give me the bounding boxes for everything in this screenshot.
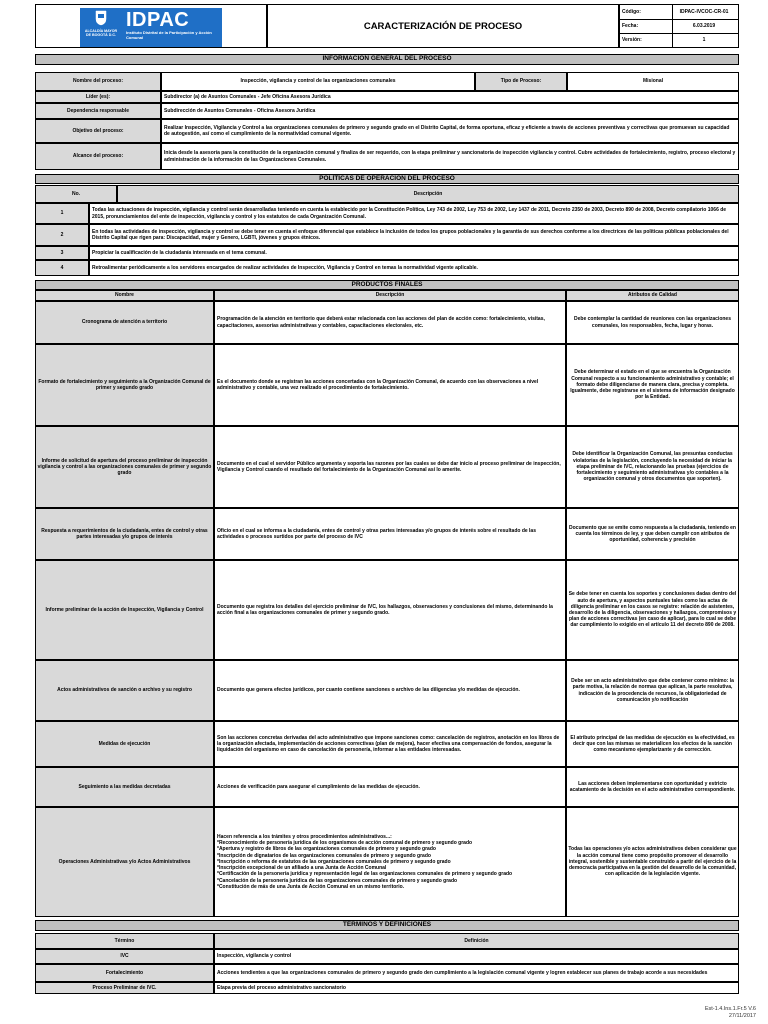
nombre-value: Inspección, vigilancia y control de las organizaciones comunales [161,72,475,91]
objetivo-label: Objetivo del proceso: [35,119,161,143]
politicas-col-desc: Descripción [117,185,739,203]
dependencia-value: Subdirección de Asuntos Comunales - Oficina Asesora Jurídica [161,103,739,119]
producto-row [35,560,739,660]
producto-descripcion: Documento que genera efectos jurídicos, por cuanto contiene sanciones o archivo de las diligencias y/o medidas de ejecución. [214,660,566,721]
producto-atributos: Todas las operaciones y/o actos administrativos deben considerar que la acción comunal tiene como propósito promover el desarrollo integral, sostenible y sustentable construido a partir del ejercicio de la democracia participativa en la gestión del desarrollo de la comunidad, con aplicación de la legislación vigente. [566,807,739,917]
nombre-label: Nombre del proceso: [35,72,161,91]
politica-number: 3 [35,246,89,260]
meta-version-label: Versión: [620,33,673,47]
alcance-label: Alcance del proceso: [35,143,161,170]
meta-code-label: Código: [620,5,673,19]
producto-nombre: Informe preliminar de la acción de Inspección, Vigilancia y Control [35,560,214,660]
lider-value: Subdirector (a) de Asuntos Comunales - Jefe Oficina Asesora Jurídica [161,91,739,103]
termino-row [35,949,739,964]
producto-descripcion: Hacen referencia a los trámites y otros procedimientos administrativos...: *Reconocimiento de personería jurídica de los organismos de acción comunal de primero y segundo grado *Apertura y registro de libros de las organizaciones comunales de primero y segundo grado *Inscripción de dignatarios de las organizaciones comunales de primero y segundo grado *Inscripción o reforma de estatutos de las organizaciones comunales de primero y segundo grado *Inscripción excepcional de un afiliado a una Junta de Acción Comunal *Certificación de la personería jurídica y representación legal de las organizaciones comunales de primero y segundo grado *Cancelación de la personería jurídica de las organizaciones comunales de primero y segundo grado *Constitución de más de una Junta de Acción Comunal en un mismo territorio. [214,807,566,917]
logo-title: IDPAC [126,9,190,31]
general-row-dependencia [35,103,739,119]
producto-atributos: Se debe tener en cuenta los soportes y conclusiones dadas dentro del auto de apertura, y aspectos puntuales tales como las actas de diligencia preliminar en los casos se registre: relación de asistentes, desarrollo de la diligencia, observaciones y hallazgos, compromisos y plan de acciones correctivas (en caso de aplicar), para lo cual se debe dar cumplimiento lo exigido en el artículo 11 del decreto 890 de 2008. [566,560,739,660]
producto-nombre: Respuesta a requerimientos de la ciudadanía, entes de control y otras partes interesadas y/o grupos de interés [35,508,214,560]
meta-code-row [620,5,739,20]
politica-row [35,224,739,246]
terminos-col-definicion: Definición [214,933,739,949]
dependencia-label: Dependencia responsable [35,103,161,119]
termino-name: Fortalecimiento [35,964,214,982]
producto-atributos: Debe identificar la Organización Comunal, las presuntas conductas violatorias de la legislación, concluyendo la necesidad de iniciar la etapa preliminar de IVC, relacionando las pruebas (ejercicios de fortalecimiento y seguimiento administrativas y/o contables a la organización comunal y otros documentos que soporten). [566,426,739,508]
producto-descripcion: Programación de la atención en territorio que deberá estar relacionada con las acciones del plan de acción como: fortalecimiento, visitas, capacitaciones, asesorías administrativas y contables, capacitaciones electorales, etc. [214,301,566,344]
producto-nombre: Medidas de ejecución [35,721,214,767]
general-row-objetivo [35,119,739,143]
meta-date-row [620,19,739,34]
productos-section-title: PRODUCTOS FINALES [35,280,739,290]
lider-label: Líder (es): [35,91,161,103]
producto-atributos: Documento que se emite como respuesta a la ciudadanía, teniendo en cuenta los términos de ley, y que deben cumplir con atributos de oportunidad, coherencia y precisión [566,508,739,560]
meta-code-value: IDPAC-IVCOC-CR-01 [679,8,729,15]
producto-descripcion: Es el documento donde se registran las acciones concertadas con la Organización Comunal, de acuerdo con las observaciones a nivel administrativo y contable, una vez realizado el procedimiento de fortalecimiento. [214,344,566,426]
producto-descripcion: Son las acciones concretas derivadas del acto administrativo que impone sanciones como: cancelación de registros, anotación en los libros de la organización afectada, implementación de acciones correctivas (plan de mejora), hacer efectiva una compensación de fondos, asegurar la liquidación del organismo en caso de cancelación de personería, informar a las entidades interesadas. [214,721,566,767]
productos-col-attr: Atributos de Calidad [566,290,739,301]
producto-row [35,721,739,767]
producto-atributos: Las acciones deben implementarse con oportunidad y estricto acatamiento de la decisión en el acto administrativo correspondiente. [566,767,739,807]
producto-atributos: Debe ser un acto administrativo que debe contener como mínimo: la parte motiva, la relación de normas que aplican, la parte resolutiva, indicación de la procedencia de recursos, la obligatoriedad de comunicación y/o notificación [566,660,739,721]
document-header [35,4,739,48]
idpac-logo [80,8,222,47]
producto-nombre: Informe de solicitud de apertura del proceso preliminar de inspección vigilancia y control a las organizaciones comunales de primer y segundo grado [35,426,214,508]
meta-version-value: 1 [702,36,706,43]
productos-col-nombre: Nombre [35,290,214,301]
document-meta [619,4,739,48]
general-row-nombre [35,72,739,91]
shield-icon [95,10,107,26]
termino-definition: Inspección, vigilancia y control [214,949,739,964]
termino-row [35,964,739,982]
producto-atributos: El atributo principal de las medidas de ejecución es la efectividad, es decir que con las mismas se materialicen los efectos de la sanción como mecanismo ejemplarizante y de corrección. [566,721,739,767]
producto-descripcion: Documento en el cual el servidor Público argumenta y soporta las razones por las cuales se debe dar inicio al proceso preliminar de inspección, Vigilancia y Control cuando el resultado del fortalecimiento de la Organización Comunal así lo amerite. [214,426,566,508]
general-row-alcance [35,143,739,170]
producto-row [35,508,739,560]
alcance-value: Inicia desde la asesoría para la constitución de la organización comunal y finaliza de ser requerido, con la etapa preliminar y sancionatoria de inspección vigilancia y control. Cubre actividades de fortalecimiento, registro, proceso electoral y administración de la información de las Organizaciones Comunales. [161,143,739,170]
politica-description: Todas las actuaciones de inspección, vigilancia y control serán desarrolladas teniendo en cuenta la establecido por la Constitución Política, Ley 743 de 2002, Ley 753 de 2002, Ley 1437 de 2011, Decreto 2350 de 2003, Decreto 890 de 2008, Decreto compilatorio 1066 de 2015, pronunciamientos del ente de inspección, vigilancia y control y los estatutos de cada Organización Comunal. [89,203,739,224]
objetivo-value: Realizar Inspección, Vigilancia y Control a las organizaciones comunales de primero y segundo grado en el Distrito Capital, de forma oportuna, eficaz y eficiente a través de acciones preventivas y correctivas que promuevan su capacidad de autogestión, así como el cumplimiento de la normatividad comunal vigente. [161,119,739,143]
general-row-lider [35,91,739,103]
document-footer [705,1006,756,1019]
producto-row [35,807,739,917]
terminos-col-header [35,933,739,949]
terminos-section-title: TÉRMINOS Y DEFINICIONES [35,920,739,931]
producto-nombre: Actos administrativos de sanción o archivo y su registro [35,660,214,721]
general-section-title: INFORMACIÓN GENERAL DEL PROCESO [35,54,739,65]
producto-nombre: Cronograma de atención a territorio [35,301,214,344]
document-page [35,4,739,994]
producto-row [35,660,739,721]
producto-atributos: Debe determinar el estado en el que se encuentra la Organización Comunal respecto a su funcionamiento administrativo y contable; el formato debe diligenciarse de manera clara, precisa y completa. Igualmente, debe registrarse en el sistema de información designado por la Entidad. [566,344,739,426]
politica-number: 4 [35,260,89,276]
productos-section-header [35,280,739,290]
producto-row [35,301,739,344]
politica-number: 2 [35,224,89,246]
producto-row [35,426,739,508]
termino-definition: Acciones tendientes a que las organizaciones comunales de primero y segundo grado den cumplimiento a la legislación comunal vigente y logren establecer sus planes de trabajo acorde a sus necesidades [214,964,739,982]
tipo-label: Tipo de Proceso: [475,72,567,91]
terminos-section-header [35,920,739,931]
producto-descripcion: Oficio en el cual se informa a la ciudadanía, entes de control y otras partes interesadas y/o grupos de interés sobre el resultado de las actividades o procesos surtidos por parte del proceso de IVC [214,508,566,560]
logo-cell [35,4,267,48]
producto-row [35,767,739,807]
producto-nombre: Seguimiento a las medidas decretadas [35,767,214,807]
termino-definition: Etapa previa del proceso administrativo sancionatorio [214,982,739,994]
politica-description: En todas las actividades de inspección, vigilancia y control se debe tener en cuenta el enfoque diferencial que establece la inclusión de todos los grupos poblacionales y la garantía de sus derechos conforme a los directrices de las políticas públicas poblacionales del Distrito Capital que rigen para: Discapacidad, mujer y Genero, LGBTI, jóvenes y grupos étnicos. [89,224,739,246]
producto-nombre: Formato de fortalecimiento y seguimiento a la Organización Comunal de primer y segundo grado [35,344,214,426]
producto-nombre: Operaciones Administrativas y/o Actos Administrativos [35,807,214,917]
meta-version-row [620,33,739,47]
producto-atributos: Debe contemplar la cantidad de reuniones con las organizaciones comunales, los responsables, fecha, lugar y horas. [566,301,739,344]
page-title: CARACTERIZACIÓN DE PROCESO [267,4,619,48]
termino-row [35,982,739,994]
politica-number: 1 [35,203,89,224]
termino-name: Proceso Preliminar de IVC. [35,982,214,994]
terminos-col-termino: Término [35,933,214,949]
termino-name: IVC [35,949,214,964]
politica-description: Propiciar la cualificación de la ciudadanía interesada en el tema comunal. [89,246,739,260]
general-section-header [35,54,739,65]
politica-row [35,260,739,276]
productos-col-desc: Descripción [214,290,566,301]
tipo-value: Misional [567,72,739,91]
meta-date-value: 6.03.2019 [692,22,716,29]
politica-row [35,203,739,224]
bogota-logo-text: ALCALDÍA MAYOR DE BOGOTÁ D.C. [84,29,118,37]
productos-col-header [35,290,739,301]
bogota-logo [84,10,118,37]
logo-subtitle: Instituto Distrital de la Participación y Acción Comunal [126,30,212,40]
producto-descripcion: Acciones de verificación para asegurar el cumplimiento de las medidas de ejecución. [214,767,566,807]
politicas-col-no: No. [35,185,117,203]
politicas-section-title: POLÍTICAS DE OPERACIÓN DEL PROCESO [35,174,739,184]
meta-date-label: Fecha: [620,19,673,33]
producto-row [35,344,739,426]
footer-date: 27/11/2017 [728,1012,756,1019]
politicas-section-header [35,174,739,184]
producto-descripcion: Documento que registra los detalles del ejercicio preliminar de IVC, los hallazgos, observaciones y conclusiones del mismo, determinando la acción final a las organizaciones comunales de primer y segundo grado. [214,560,566,660]
footer-code: Est-1.4.Ins.1.Fr.5 V.6 [704,1006,756,1012]
politica-row [35,246,739,260]
politicas-col-header [35,185,739,203]
politica-description: Retroalimentar periódicamente a los servidores encargados de realizar actividades de Inspección, Vigilancia y Control en temas la normatividad vigente aplicable. [89,260,739,276]
